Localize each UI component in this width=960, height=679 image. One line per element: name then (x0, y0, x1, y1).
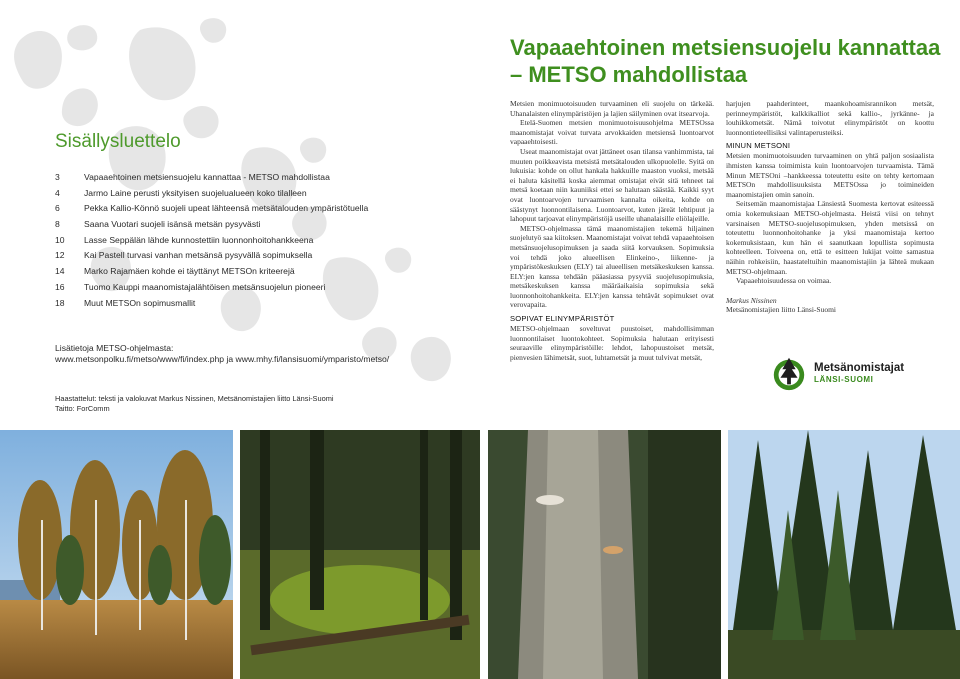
headline-line-1: Vapaaehtoinen metsiensuojelu kannattaa (510, 35, 941, 60)
toc-item-title: Vapaaehtoinen metsiensuojelu kannattaa - METSO mahdollistaa (84, 172, 330, 182)
toc-item (55, 186, 495, 202)
article-paragraph: Seitsemän maanomistajaa Länsiestä Suomesta kertovat esiteessä omia kokemuksiaan METSO-ohjelmasta. Heistä viisi on tehnyt varsinaisen METSO-suojelusopimuksen, yhden metsissä on toteutettu luonnonhoitohanke ja yksi maanomistaja kertoo kokemuksistaan, kun hän ei saanutkaan lopullista sopimusta kohteelleen. Toiveena on, että te esitteen lukijat voitte samastua näihin rohkeisiin, haastateltuihin maanomistajiin ja lähteä mukaan METSO-ohjelmaan. (726, 199, 934, 276)
metsanomistajat-logo (770, 352, 920, 394)
toc-item-title: Saana Vuotari suojeli isänsä metsän pysyvästi (84, 219, 261, 230)
toc-item-title: Jarmo Laine perusti yksityisen suojelualueen koko tilalleen (84, 187, 307, 198)
toc-page-number: 18 (55, 297, 65, 308)
toc-page-number: 4 (55, 187, 60, 198)
toc-title: Sisällysluettelo (55, 131, 181, 152)
section-heading-sopivat: SOPIVAT ELINYMPÄRISTÖT (510, 314, 615, 324)
more-info (55, 343, 389, 365)
photo-tree-trunk-fungi (488, 430, 721, 679)
article-column-1 (510, 99, 714, 362)
article-paragraph: Useat maanomistajat ovat jättäneet osan tilansa vanhimmista, tai muuten poikkeavista metsistä metsätalouden ulkopuolelle. Syitä on lukuisia: kohde on ollut hankala hakkuille maaston vuoksi, metsää ei haluta käsitellä koska aiemmat omistajat eivät sitä tehneet tai metsä koetaan niin kauniiksi ettei se halutaan säästää. Kaikki syyt ovat luontoarvojen turvaamisen kannalta oikeita, kohde on säästynyt luonnontilaisena. Luontoarvot, kuten järeät lehtipuut ja lahopuut tarjoavat elinympäristöjä useille uhanalaisille eliölajeille. (510, 146, 714, 224)
headline-line-2: – METSO mahdollistaa (510, 62, 748, 87)
toc-item-title: Kai Pastell turvasi vanhan metsänsä pysyvällä sopimuksella (84, 250, 313, 261)
article-paragraph: Etelä-Suomen metsien monimuotoisuusohjelma METSOssa maanomistajat voivat turvata arvokkaiden metsiensä luontoarvot vapaaehtoisesti. (510, 118, 714, 147)
toc-item (55, 264, 495, 280)
toc-item-title: Pekka Kallio-Könnö suojeli upeat lähteensä metsätalouden ympäristötuella (84, 203, 369, 214)
article-paragraph: METSO-ohjelmassa tämä maanomistajien tekemä hiljainen suojelutyö saa kiitoksen. Maanomistajat voivat tehdä vapaaehtoisen metsänsuojelusopimuksen ja saada siitä korvauksen. Sopimuksia voi tehdä joko alueellisen Elinkeino-, liikenne- ja ympäristökeskuksen (ELY) tai alueellisen metsäkeskuksen kanssa. ELY:jen kanssa tehdään pääasiassa pysyviä suojelusopimuksia, metsäkeskuksen kanssa määräaikaisia sopimuksia sekä luonnonhoitohankkeita. ELY:jen kanssa tehtävät sopimukset ovat verovapaita. (510, 223, 714, 310)
toc-page-number: 6 (55, 203, 60, 214)
toc-page-number: 3 (55, 172, 60, 182)
article-headline (510, 34, 950, 88)
signature (726, 296, 934, 315)
toc-item (55, 217, 495, 233)
article-paragraph: harjujen paahderinteet, maankohoamisrannikon metsät, perinneympäristöt, kalkkikalliot sekä kallio-, jyrkänne- ja louhikkometsät. Nämä toivotut elinympäristöt on koottu luonnontieteellisiksi valintaperusteiksi. (726, 99, 934, 137)
toc-page-number: 8 (55, 219, 60, 230)
article-paragraph: Vapaaehtoisuudessa on voimaa. (736, 276, 832, 286)
article-column-2 (726, 99, 934, 315)
credits-interviews: Haastattelut: teksti ja valokuvat Markus Nissinen, Metsänomistajien liitto Länsi-Suomi (55, 394, 334, 403)
toc-item (55, 170, 495, 186)
toc-page-number: 12 (55, 250, 65, 261)
section-heading-minun: MINUN METSONI (726, 141, 791, 151)
toc-item-title: Tuomo Kauppi maanomistajalähtöisen metsänsuojelun pioneeri (84, 281, 326, 292)
toc-item-title: Muut METSOn sopimusmallit (84, 297, 196, 308)
article-paragraph: METSO-ohjelmaan soveltuvat puustoiset, mahdollisimman luonnontilaiset luontokohteet. Sopimuksia halutaan erityisesti seuraaville elinympäristöille: lehdot, lahopuustoiset metsät, pienvesien lähimetsät, suot, luhtametsät ja muut tulvivat metsät, (510, 324, 714, 362)
toc-item (55, 280, 495, 296)
logo-emblem-icon (770, 354, 808, 392)
logo-name: Metsänomistajat (814, 361, 905, 374)
toc-item-title: Lasse Seppälän lähde kunnostettiin luonnonhoitohankkeena (84, 234, 314, 245)
more-info-label: Lisätietoja METSO-ohjelmasta: (55, 343, 174, 353)
logo-subtitle: LÄNSI-SUOMI (814, 374, 874, 384)
article-paragraph: Metsien monimuotoisuuden turvaaminen eli suojelu on tärkeää. Uhanalaisten elinympäristöjen ja lajien säilyminen ovat itsearvoja. (510, 99, 714, 118)
photo-lake-forest (0, 430, 233, 679)
toc-item (55, 296, 495, 312)
photo-spruce-forest (728, 430, 960, 679)
toc-item-title: Marko Rajamäen kohde ei täyttänyt METSOn kriteerejä (84, 266, 295, 277)
toc-item (55, 201, 495, 217)
more-info-links[interactable]: www.metsonpolku.fi/metso/www/fi/index.php ja www.mhy.fi/lansisuomi/ymparisto/metso/ (55, 354, 390, 364)
toc-page-number: 14 (55, 266, 65, 277)
signature-name: Markus Nissinen (726, 295, 777, 305)
signature-org: Metsänomistajien liitto Länsi-Suomi (726, 305, 836, 315)
article-paragraph: Metsien monimuotoisuuden turvaaminen on yhtä paljon sosiaalista ihmisten kanssa toimimista kuin luontoarvojen turvaamista. Tämä Minun METSOni –hankkeessa toteutettu esite on tehty kertomaan METSOn mahdollisuuksista METSOssa jo toimineiden maanomistajien omin sanoin. (726, 151, 934, 199)
photo-forest-floor (240, 430, 480, 679)
toc-page-number: 16 (55, 281, 65, 292)
table-of-contents (55, 170, 495, 311)
toc-item (55, 248, 495, 264)
credits-layout: Taitto: ForComm (55, 404, 110, 413)
credits (55, 394, 334, 414)
toc-page-number: 10 (55, 234, 65, 245)
toc-item (55, 233, 495, 249)
